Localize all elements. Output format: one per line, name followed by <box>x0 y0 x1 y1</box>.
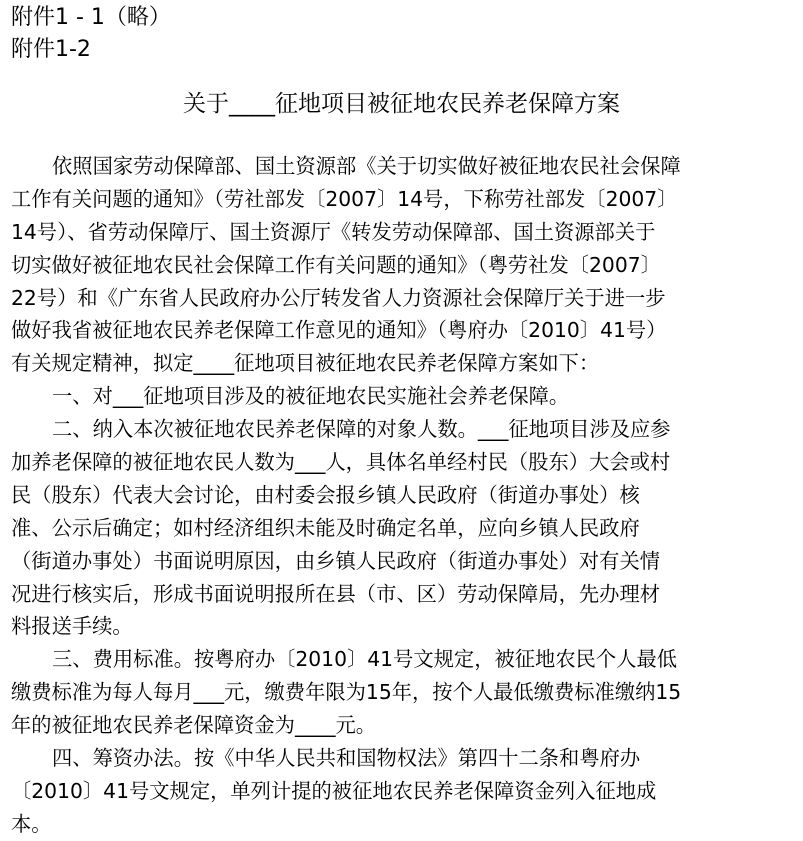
paragraph-line: 做好我省被征地农民养老保障工作意见的通知》（粤府办〔2010〕41号） <box>11 318 667 343</box>
paragraph-line: 民（股东）代表大会讨论，由村委会报乡镇人民政府（街道办事处）核 <box>11 482 640 507</box>
paragraph-line: 况进行核实后，形成书面说明报所在县（市、区）劳动保障局，先办理材 <box>11 581 661 606</box>
paragraph-line: 缴费标准为每人每月___元，缴费年限为15年，按个人最低缴费标准缴纳15 <box>11 680 682 705</box>
paragraph-line: 工作有关问题的通知》（劳社部发〔2007〕14号，下称劳社部发〔2007〕 <box>11 186 678 211</box>
section-2-line: 二、纳入本次被征地农民养老保障的对象人数。___征地项目涉及应参 <box>52 417 671 442</box>
attachment-1-label: 附件1 - 1（略） <box>11 5 171 30</box>
paragraph-line: 加养老保障的被征地农民人数为___人，具体名单经村民（股东）大会或村 <box>11 450 671 475</box>
paragraph-line: 14号）、省劳动保障厅、国土资源厅《转发劳动保障部、国土资源部关于 <box>11 219 656 244</box>
attachment-2-label: 附件1-2 <box>11 37 91 62</box>
paragraph-line: 有关规定精神，拟定____征地项目被征地农民养老保障方案如下： <box>11 351 600 376</box>
paragraph-line: 依照国家劳动保障部、国土资源部《关于切实做好被征地农民社会保障 <box>52 154 681 178</box>
paragraph-line: 〔2010〕41号文规定，单列计提的被征地农民养老保障资金列入征地成 <box>11 778 657 803</box>
section-3-line: 三、费用标准。按粤府办〔2010〕41号文规定，被征地农民个人最低 <box>52 647 678 672</box>
paragraph-line: 22号）和《广东省人民政府办公厅转发省人力资源社会保障厅关于进一步 <box>11 285 666 310</box>
paragraph-line: （街道办事处）书面说明原因，由乡镇人民政府（街道办事处）对有关情 <box>11 548 661 573</box>
document-title: 关于____征地项目被征地农民养老保障方案 <box>183 91 620 117</box>
paragraph-line: 年的被征地农民养老保障资金为____元。 <box>11 713 377 738</box>
paragraph-line: 切实做好被征地农民社会保障工作有关问题的通知》（粤劳社发〔2007〕 <box>11 252 661 277</box>
paragraph-line: 料报送手续。 <box>11 614 133 639</box>
paragraph-line: 本。 <box>11 811 52 836</box>
document-body <box>11 150 801 841</box>
section-1-line: 一、对___征地项目涉及的被征地农民实施社会养老保障。 <box>52 384 570 409</box>
section-4-line: 四、筹资办法。按《中华人民共和国物权法》第四十二条和粤府办 <box>52 746 641 771</box>
paragraph-line: 准、公示后确定；如村经济组织未能及时确定名单，应向乡镇人民政府 <box>11 515 640 540</box>
